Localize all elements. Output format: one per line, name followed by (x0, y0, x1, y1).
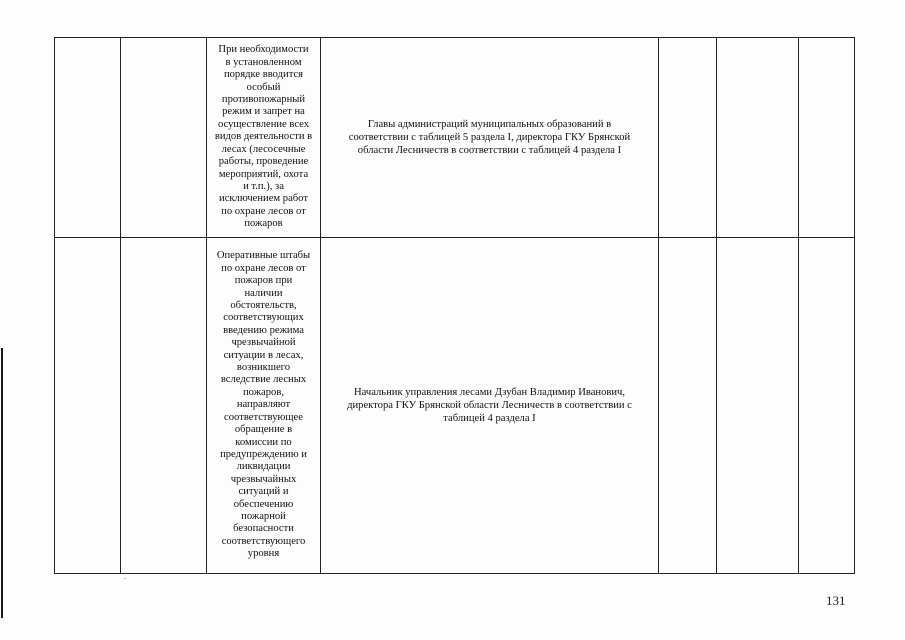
table-cell-empty (659, 38, 717, 238)
table-cell-empty (55, 38, 121, 238)
responsible-cell (321, 38, 659, 238)
table-cell-empty (717, 238, 799, 574)
table-row (55, 238, 855, 574)
responsible-cell (321, 238, 659, 574)
responsible-text: Главы администраций муниципальных образований в соответствии с таблицей 5 раздела I, директора ГКУ Брянской области Лесничеств в соответствии с таблицей 4 раздела I (348, 119, 631, 156)
table-cell-empty (121, 238, 207, 574)
measure-text: Оперативные штабы по охране лесов от пожаров при наличии обстоятельств, соответствующих введению режима чрезвычайной ситуации в лесах, возникшего вследствие лесных пожаров, направляют соответствующее обращение в комиссии по предупреждению и ликвидации чрезвычайных ситуаций и обеспечению пожарной безопасности соответствующего уровня (216, 250, 311, 560)
fire-measures-table (54, 37, 855, 574)
table-cell-empty (717, 38, 799, 238)
measure-cell (207, 238, 321, 574)
table-cell-empty (55, 238, 121, 574)
table-cell-empty (799, 238, 855, 574)
table-cell-empty (799, 38, 855, 238)
table-cell-empty (659, 238, 717, 574)
table-row (55, 38, 855, 238)
scan-edge-line (1, 348, 3, 618)
scan-speck (124, 578, 126, 579)
table-cell-empty (121, 38, 207, 238)
measure-cell (207, 38, 321, 238)
page-number: 131 (826, 593, 846, 608)
responsible-text: Начальник управления лесами Дзубан Владимир Иванович, директора ГКУ Брянской области Лесничеств в соответствии с таблицей 4 раздела I (347, 387, 632, 424)
measure-text: При необходимости в установленном порядке вводится особый противопожарный режим и запрет на осуществление всех видов деятельности в лесах (лесосечные работы, проведение мероприятий, охота и т.п.), за исключением работ по охране лесов от пожаров (214, 44, 313, 230)
